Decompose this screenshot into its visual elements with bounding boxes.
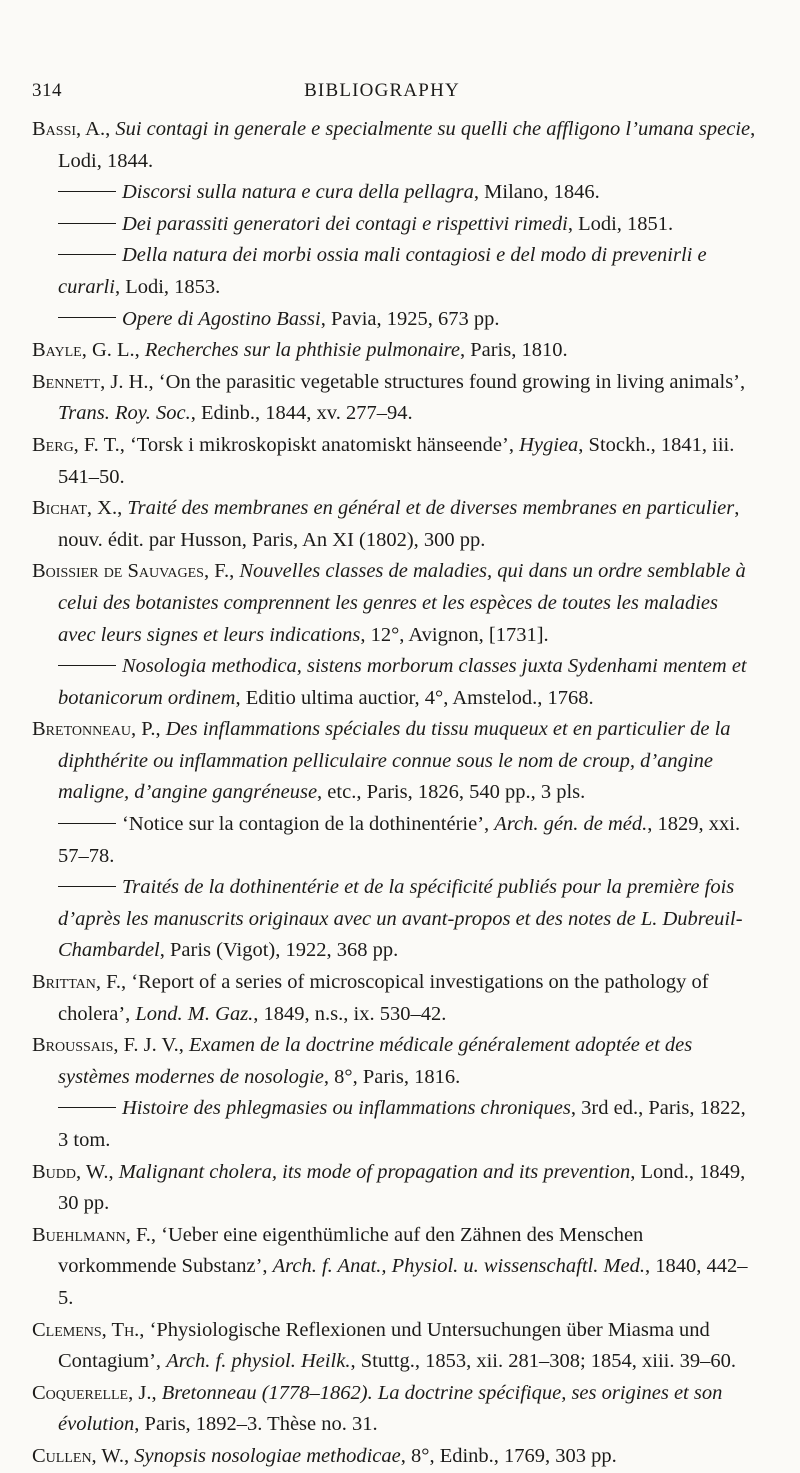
ditto-dash	[58, 665, 116, 666]
bibliography-entry	[32, 177, 758, 209]
bibliography-list	[32, 114, 758, 1473]
entry-author: Coquerelle, J.,	[32, 1381, 157, 1404]
entry-author: Broussais, F. J. V.,	[32, 1034, 184, 1057]
entry-author: Bassi, A.,	[32, 118, 111, 140]
bibliography-entry	[32, 240, 758, 303]
entry-title: Bretonneau (1778–1862). La doctrine spécifique, ses origines et son évolution	[58, 1381, 723, 1436]
entry-details: , 1849, n.s., ix. 530–42.	[253, 1002, 447, 1025]
entry-details: , Stockh., 1841, iii. 541–50.	[58, 433, 735, 488]
entry-article-title: ‘On the parasitic vegetable structures found growing in living animals’,	[158, 370, 746, 393]
entry-title: Traité des membranes en général et de diverses membranes en particulier	[127, 497, 735, 520]
entry-details: , Paris, 1810.	[459, 339, 568, 362]
entry-details: , 1840, 442–5.	[58, 1255, 748, 1309]
entry-author: Boissier de Sauvages, F.,	[32, 560, 235, 583]
bibliography-entry	[32, 304, 758, 336]
entry-details: , 1829, xxi. 57–78.	[58, 813, 741, 867]
entry-title: Sui contagi in generale e specialmente su quelli che affligono l’umana specie	[115, 118, 751, 140]
entry-title: Des inflammations spéciales du tissu muqueux et en particulier de la diphthérite ou inflammation pelliculaire connue sous le nom de croup, d’angine maligne, d’angine gangréneuse	[58, 718, 731, 804]
entry-title: Discorsi sulla natura e cura della pellagra	[122, 181, 474, 204]
ditto-dash	[58, 191, 116, 192]
bibliography-entry	[32, 1157, 758, 1220]
entry-details: , Lodi, 1844.	[58, 118, 756, 172]
entry-details: , 3rd ed., Paris, 1822, 3 tom.	[58, 1097, 746, 1151]
entry-author: Budd, W.,	[32, 1160, 114, 1183]
entry-details: , etc., Paris, 1826, 540 pp., 3 pls.	[317, 781, 586, 804]
entry-author: Bayle, G. L.,	[32, 339, 140, 362]
entry-details: , 12°, Avignon, [1731].	[360, 623, 549, 646]
entry-title: Examen de la doctrine médicale généralement adoptée et des systèmes modernes de nosologie	[58, 1034, 693, 1088]
bibliography-entry	[32, 1378, 758, 1441]
entry-article-title: ‘Torsk i mikroskopiskt anatomiskt hänseende’,	[129, 433, 520, 456]
entry-title: Della natura dei morbi ossia mali contagiosi e del modo di prevenirli e curarli	[58, 244, 707, 298]
bibliography-entry	[32, 114, 758, 177]
entry-details: , nouv. édit. par Husson, Paris, An XI (1802), 300 pp.	[58, 497, 740, 551]
entry-title: Opere di Agostino Bassi	[122, 307, 321, 330]
entry-title: Recherches sur la phthisie pulmonaire	[144, 339, 460, 362]
entry-details: , Pavia, 1925, 673 pp.	[320, 307, 500, 330]
entry-title: Arch. f. Anat., Physiol. u. wissenschaftl. Med.	[272, 1255, 646, 1278]
entry-author: Clemens, Th.,	[32, 1318, 145, 1341]
entry-author: Bennett, J. H.,	[32, 370, 154, 393]
ditto-dash	[58, 254, 116, 255]
entry-details: , Paris, 1892–3. Thèse no. 31.	[134, 1413, 378, 1436]
page-header	[32, 80, 732, 110]
bibliography-entry	[32, 872, 758, 967]
entry-details: , 8°, Paris, 1816.	[323, 1065, 461, 1088]
entry-title: Lond. M. Gaz.	[135, 1002, 254, 1025]
bibliography-entry	[32, 556, 758, 651]
bibliography-entry	[32, 493, 758, 556]
entry-details: , Edinb., 1844, xv. 277–94.	[190, 402, 413, 425]
entry-title: Nouvelles classes de maladies, qui dans un ordre semblable à celui des botanistes comprennent les genres et les espèces de toutes les maladies avec leurs signes et leurs indications	[58, 560, 746, 646]
bibliography-entry	[32, 1315, 758, 1378]
entry-article-title: ‘Report of a series of microscopical investigations on the pathology of cholera’,	[58, 971, 709, 1025]
entry-details: , Milano, 1846.	[473, 181, 600, 204]
ditto-dash	[58, 886, 116, 887]
bibliography-entry	[32, 1030, 758, 1093]
entry-details: , Paris (Vigot), 1922, 368 pp.	[159, 939, 399, 962]
entry-details: , Editio ultima auctior, 4°, Amstelod., 1768.	[235, 686, 594, 709]
bibliography-entry	[32, 335, 758, 367]
entry-title: Dei parassiti generatori dei contagi e rispettivi rimedi	[122, 212, 568, 235]
bibliography-entry	[32, 651, 758, 714]
entry-author: Brittan, F.,	[32, 971, 127, 994]
entry-title: Arch. f. physiol. Heilk.	[166, 1350, 351, 1373]
entry-title: Traités de la dothinentérie et de la spécificité publiés pour la première fois d’après les manuscrits originaux avec un avant-propos et des notes de L. Dubreuil-Chambardel	[58, 876, 743, 962]
entry-title: Malignant cholera, its mode of propagation and its prevention	[118, 1160, 631, 1183]
entry-title: Histoire des phlegmasies ou inflammations chroniques	[122, 1097, 571, 1120]
entry-author: Berg, F. T.,	[32, 433, 125, 456]
entry-author: Buehlmann, F.,	[32, 1223, 157, 1246]
bibliography-entry	[32, 1220, 758, 1315]
bibliography-entry	[32, 967, 758, 1030]
ditto-dash	[58, 317, 116, 318]
entry-author: Bretonneau, P.,	[32, 718, 161, 741]
entry-author: Bichat, X.,	[32, 497, 123, 520]
bibliography-entry	[32, 1441, 758, 1473]
bibliography-entry	[32, 430, 758, 493]
entry-title: Nosologia methodica, sistens morborum classes juxta Sydenhami mentem et botanicorum ordinem	[58, 655, 747, 709]
entry-details: , 8°, Edinb., 1769, 303 pp.	[400, 1444, 617, 1467]
bibliography-entry	[32, 1093, 758, 1156]
bibliography-entry	[32, 367, 758, 430]
entry-details: , Lodi, 1851.	[567, 212, 674, 235]
entry-details: , Stuttg., 1853, xii. 281–308; 1854, xiii. 39–60.	[350, 1350, 737, 1373]
running-title: BIBLIOGRAPHY	[304, 80, 460, 101]
bibliography-entry	[32, 809, 758, 872]
bibliography-entry	[32, 714, 758, 809]
entry-article-title: ‘Ueber eine eigenthümliche auf den Zähnen des Menschen vorkommende Substanz’,	[58, 1223, 644, 1278]
entry-article-title: ‘Notice sur la contagion de la dothinentérie’,	[122, 813, 495, 836]
entry-details: , Lond., 1849, 30 pp.	[58, 1160, 746, 1215]
entry-title: Hygiea	[519, 433, 579, 456]
entry-title: Trans. Roy. Soc.	[58, 402, 191, 425]
bibliography-entry	[32, 209, 758, 241]
ditto-dash	[58, 1107, 116, 1108]
page-number: 314	[32, 80, 62, 101]
ditto-dash	[58, 823, 116, 824]
entry-title: Synopsis nosologiae methodicae	[134, 1444, 401, 1467]
entry-article-title: ‘Physiologische Reflexionen und Untersuchungen über Miasma und Contagium’,	[58, 1318, 710, 1373]
entry-title: Arch. gén. de méd.	[494, 813, 648, 836]
ditto-dash	[58, 223, 116, 224]
entry-author: Cullen, W.,	[32, 1444, 130, 1467]
entry-details: , Lodi, 1853.	[114, 275, 221, 298]
